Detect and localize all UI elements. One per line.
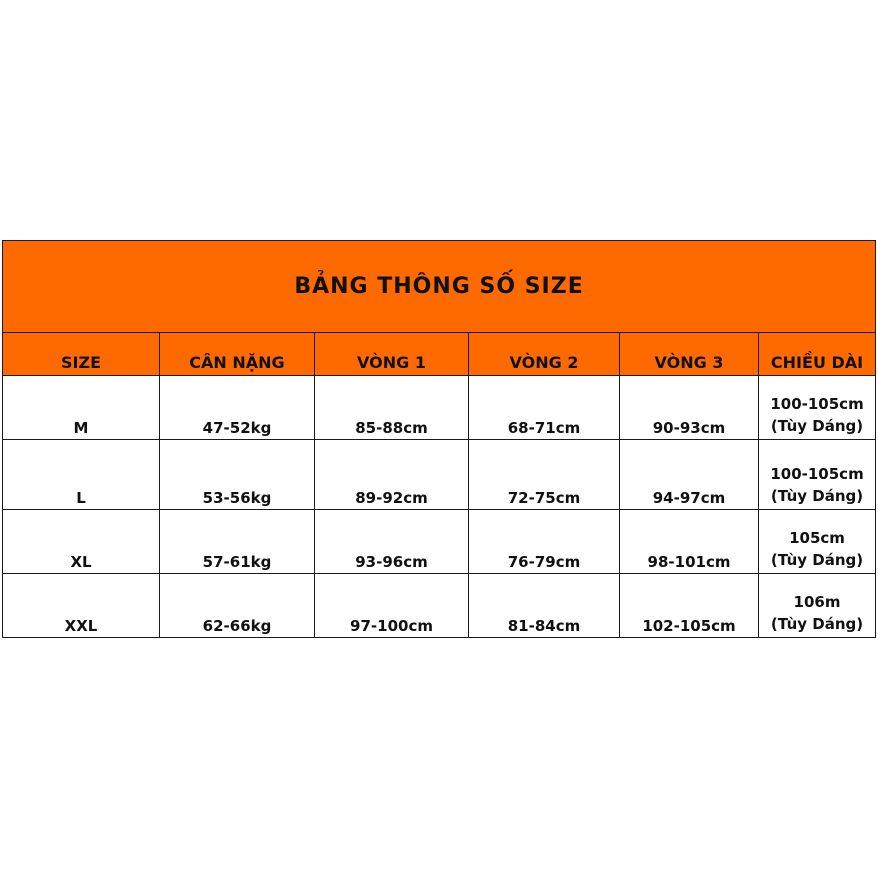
length-value: 105cm xyxy=(789,529,845,547)
size-cell: L xyxy=(3,440,160,510)
vong3-cell: 94-97cm xyxy=(620,440,759,510)
header-row xyxy=(3,333,876,376)
length-note: (Tùy Dáng) xyxy=(770,551,864,569)
vong2-cell: 72-75cm xyxy=(469,440,620,510)
vong3-cell: 90-93cm xyxy=(620,376,759,440)
table-row xyxy=(3,376,876,440)
weight-cell: 53-56kg xyxy=(160,440,315,510)
size-cell: XXL xyxy=(3,574,160,638)
header-vong-1: VÒNG 1 xyxy=(315,333,469,376)
vong3-cell: 98-101cm xyxy=(620,510,759,574)
size-cell: M xyxy=(3,376,160,440)
length-cell xyxy=(759,574,876,638)
length-value: 100-105cm xyxy=(770,465,864,483)
vong2-cell: 68-71cm xyxy=(469,376,620,440)
header-weight: CÂN NẶNG xyxy=(160,333,315,376)
size-chart-table xyxy=(2,240,876,638)
weight-cell: 57-61kg xyxy=(160,510,315,574)
vong1-cell: 93-96cm xyxy=(315,510,469,574)
length-note: (Tùy Dáng) xyxy=(770,417,864,435)
table-row xyxy=(3,440,876,510)
length-value: 100-105cm xyxy=(770,395,864,413)
vong3-cell: 102-105cm xyxy=(620,574,759,638)
weight-cell: 47-52kg xyxy=(160,376,315,440)
length-note: (Tùy Dáng) xyxy=(770,487,864,505)
length-cell xyxy=(759,376,876,440)
vong1-cell: 89-92cm xyxy=(315,440,469,510)
vong1-cell: 85-88cm xyxy=(315,376,469,440)
vong2-cell: 81-84cm xyxy=(469,574,620,638)
table-row xyxy=(3,510,876,574)
header-size: SIZE xyxy=(3,333,160,376)
length-value: 106m xyxy=(793,593,841,611)
vong2-cell: 76-79cm xyxy=(469,510,620,574)
length-cell xyxy=(759,440,876,510)
weight-cell: 62-66kg xyxy=(160,574,315,638)
length-note: (Tùy Dáng) xyxy=(770,615,864,633)
header-vong-2: VÒNG 2 xyxy=(469,333,620,376)
length-cell xyxy=(759,510,876,574)
table-row xyxy=(3,574,876,638)
header-vong-3: VÒNG 3 xyxy=(620,333,759,376)
table-title: BẢNG THÔNG SỐ SIZE xyxy=(3,241,876,333)
size-cell: XL xyxy=(3,510,160,574)
header-length: CHIỀU DÀI xyxy=(759,333,876,376)
vong1-cell: 97-100cm xyxy=(315,574,469,638)
